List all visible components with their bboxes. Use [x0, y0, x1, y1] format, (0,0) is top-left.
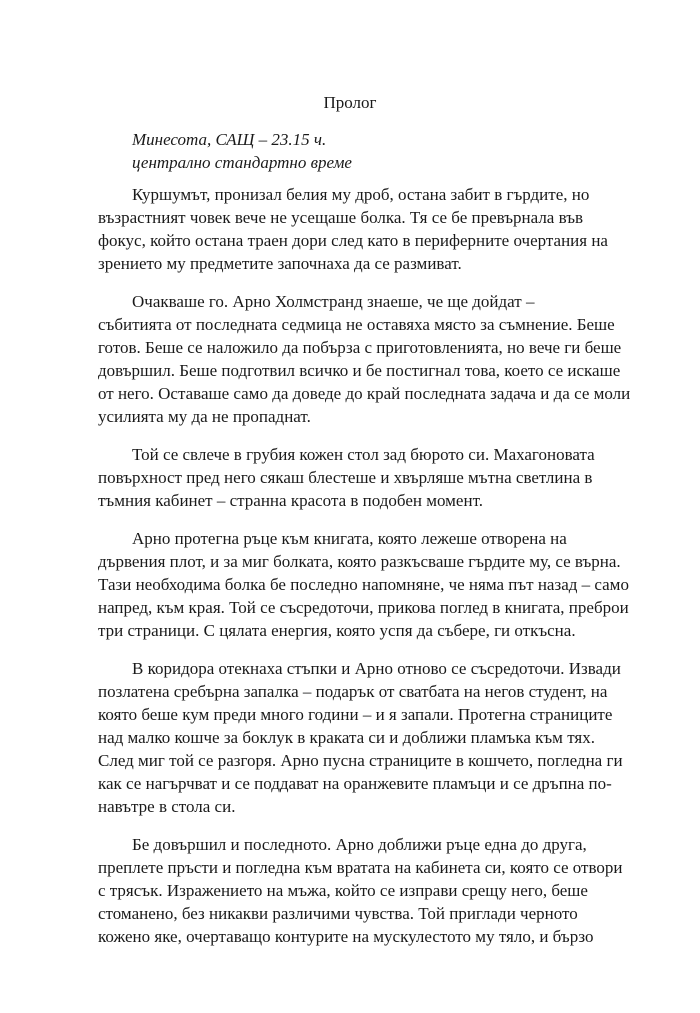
paragraph-line: довършил. Беше подготвил всичко и бе постигнал това, което се искаше — [98, 361, 621, 380]
body-text — [98, 183, 631, 963]
paragraph-line: три страници. С цялата енергия, която успя да събере, ги откъсна. — [98, 621, 576, 640]
paragraph — [98, 290, 631, 428]
paragraph-line: дървения плот, и за миг болката, която разкъсваше гърдите му, се върна. — [98, 552, 621, 571]
paragraph-line: готов. Беше се наложило да побърза с приготовленията, но вече ги беше — [98, 338, 622, 357]
dateline-location: Минесота, САЩ – 23.15 ч. — [132, 130, 327, 149]
paragraph-line: Арно протегна ръце към книгата, която лежеше отворена на — [132, 529, 567, 548]
paragraph-line: усилията му да не пропаднат. — [98, 407, 311, 426]
paragraph-line: която беше кум преди много години – и я запали. Протегна страниците — [98, 705, 613, 724]
paragraph-line: В коридора отекнаха стъпки и Арно отново се съсредоточи. Извади — [132, 659, 621, 678]
paragraph-line: зрението му предметите започнаха да се размиват. — [98, 254, 462, 273]
paragraph-line: Тази необходима болка бе последно напомняне, че няма път назад – само — [98, 575, 629, 594]
paragraph-line: с трясък. Изражението на мъжа, който се изправи срещу него, беше — [98, 881, 588, 900]
paragraph-line: преплете пръсти и погледна към вратата на кабинета си, която се отвори — [98, 858, 623, 877]
paragraph-line: навътре в стола си. — [98, 797, 236, 816]
paragraph — [98, 443, 618, 512]
paragraph-line: Очакваше го. Арно Холмстранд знаеше, че ще дойдат – — [132, 292, 535, 311]
paragraph-line: кожено яке, очертаващо контурите на мускулестото му тяло, и бързо — [98, 927, 594, 946]
paragraph-line: над малко кошче за боклук в краката си и доближи пламъка към тях. — [98, 728, 595, 747]
dateline-timezone: централно стандартно време — [132, 153, 352, 172]
paragraph-line: Куршумът, пронизал белия му дроб, остана забит в гърдите, но — [132, 185, 590, 204]
paragraph-line: възрастният човек вече не усещаше болка. Тя се бе превърнала във — [98, 208, 584, 227]
paragraph-line: от него. Оставаше само да доведе до край последната задача и да се моли — [98, 384, 631, 403]
paragraph-line: как се нагърчват и се поддават на оранжевите пламъци и се дръпна по- — [98, 774, 612, 793]
paragraph-line: позлатена сребърна запалка – подарък от сватбата на негов студент, на — [98, 682, 608, 701]
paragraph-line: напред, към края. Той се съсредоточи, прикова поглед в книгата, преброи — [98, 598, 629, 617]
paragraph-line: Той се свлече в грубия кожен стол зад бюрото си. Махагоновата — [132, 445, 595, 464]
dateline — [132, 128, 352, 174]
paragraph — [98, 527, 629, 642]
paragraph-line: Бе довършил и последното. Арно доближи ръце една до друга, — [132, 835, 587, 854]
paragraph-line: След миг той се разгоря. Арно пусна страниците в кошчето, погледна ги — [98, 751, 623, 770]
paragraph-line: повърхност пред него сякаш блестеше и хвърляше мътна светлина в — [98, 468, 593, 487]
paragraph-line: събитията от последната седмица не оставяха място за съмнение. Беше — [98, 315, 615, 334]
paragraph — [98, 183, 618, 275]
paragraph — [98, 833, 623, 948]
paragraph-line: фокус, който остана траен дори след като в периферните очертания на — [98, 231, 608, 250]
paragraph-line: стоманено, без никакви различими чувства. Той приглади черното — [98, 904, 578, 923]
chapter-title: Пролог — [323, 93, 377, 112]
paragraph-line: тъмния кабинет – странна красота в подобен момент. — [98, 491, 483, 510]
paragraph — [98, 657, 623, 818]
